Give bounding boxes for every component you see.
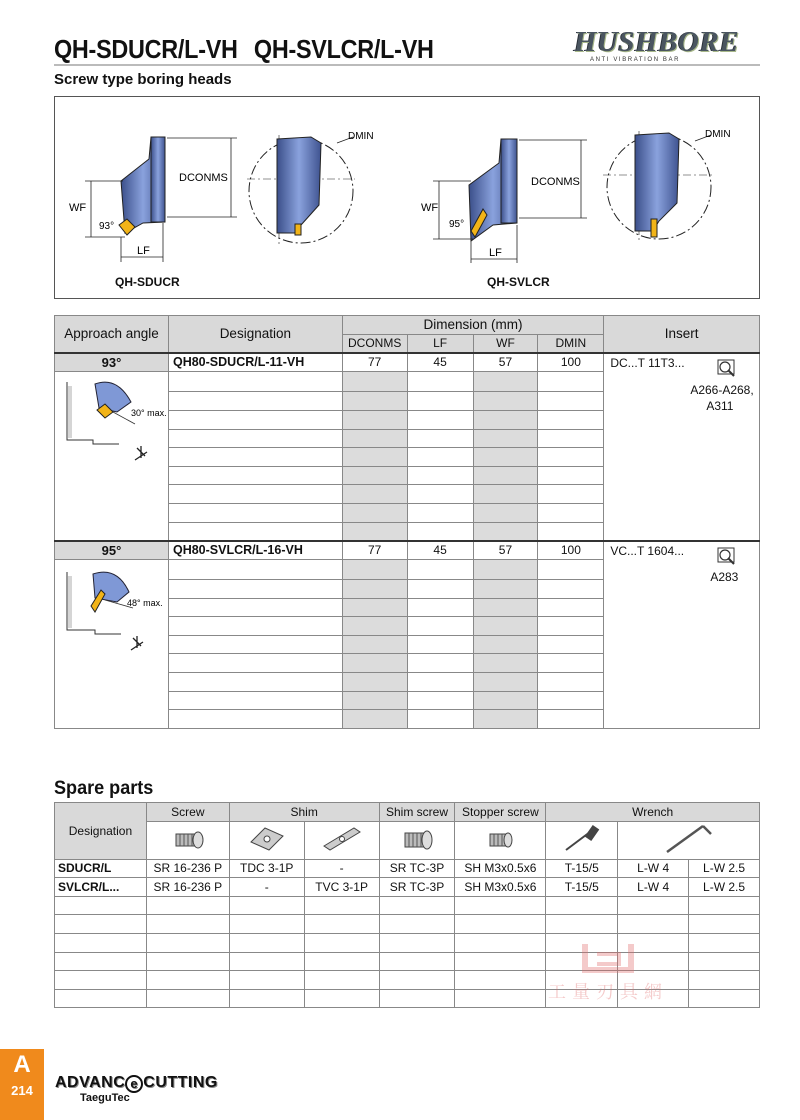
svlcr-cut-diagram-cell [55, 559, 169, 728]
spare-shim-a: - [229, 878, 304, 897]
svlcr-wf-label: WF [421, 202, 439, 214]
sducr-cut-diagram [55, 372, 167, 472]
sducr-dconms-label: DCONMS [179, 172, 228, 184]
svlcr-angle-label: 95° [449, 219, 465, 230]
svlcr-side-view [421, 139, 587, 263]
sducr-cut-diagram-cell [55, 371, 169, 540]
spare-header-wrench: Wrench [546, 803, 760, 822]
table-row [55, 896, 760, 915]
catalog-ref-line1[interactable]: A283 [710, 569, 739, 584]
section-tab [0, 1049, 44, 1120]
sducr-lf-label: LF [137, 245, 150, 257]
brand-pre: ADVANC [55, 1074, 126, 1091]
shim-diamond-icon [320, 824, 364, 854]
insert-cell-svlcr [604, 541, 760, 729]
logo-subtext: ANTI VIBRATION BAR [590, 57, 681, 63]
hex-wrench-icon [659, 822, 719, 856]
spare-header-screw: Screw [146, 803, 229, 822]
header-dmin: DMIN [538, 334, 604, 353]
spare-wrench-b: L-W 4 [618, 878, 689, 897]
screw-icon-cell [146, 821, 229, 859]
watermark [533, 938, 683, 1008]
spare-stopper: SH M3x0.5x6 [455, 878, 546, 897]
catalog-ref-line2[interactable]: A311 [706, 398, 734, 413]
insert-cell-sducr [604, 353, 760, 541]
spare-screw: SR 16-236 P [146, 878, 229, 897]
lf-value: 45 [407, 541, 473, 560]
lf-value: 45 [407, 353, 473, 372]
wf-value: 57 [473, 353, 538, 372]
spare-header-stopper-screw: Stopper screw [455, 803, 546, 822]
catalog-ref-sducr [690, 382, 753, 414]
spare-wrench-c: L-W 2.5 [689, 859, 760, 878]
torx-wrench-icon-cell [546, 821, 618, 859]
table-row [55, 353, 760, 372]
designation-svlcr: QH80-SVLCR/L-16-VH [168, 541, 342, 560]
page-title [54, 34, 434, 65]
header-lf: LF [407, 334, 473, 353]
table-row [55, 878, 760, 897]
wf-value: 57 [473, 541, 538, 560]
approach-angle-95: 95° [55, 541, 169, 560]
dimension-table-header [55, 316, 760, 335]
sducr-angle-label: 93° [99, 221, 115, 232]
svlcr-figure-label: QH-SVLCR [487, 275, 550, 289]
spare-header-row [55, 803, 760, 822]
page-subtitle: Screw type boring heads [54, 71, 232, 88]
figure-box [54, 96, 760, 299]
insert-code-sducr: DC...T 11T3... [610, 355, 685, 370]
spare-shim-screw: SR TC-3P [379, 859, 455, 878]
svlcr-end-view [603, 129, 731, 243]
designation-sducr: QH80-SDUCR/L-11-VH [168, 353, 342, 372]
sducr-max-note: 30° max. [131, 407, 167, 418]
spare-header-designation: Designation [55, 803, 147, 860]
dconms-value: 77 [342, 541, 407, 560]
svlcr-dmin-label: DMIN [705, 129, 731, 140]
svlcr-dconms-label: DCONMS [531, 176, 580, 188]
approach-angle-93: 93° [55, 353, 169, 372]
shim-screw-icon-cell [379, 821, 455, 859]
svlcr-max-note: 48° max. [127, 597, 163, 608]
section-letter: A [13, 1051, 31, 1078]
page-number: 214 [11, 1083, 33, 1098]
dimension-table [54, 315, 760, 729]
magnifier-catalog-icon [716, 358, 738, 380]
header-dconms: DCONMS [342, 334, 407, 353]
header-designation: Designation [168, 316, 342, 353]
spare-shim-b: - [304, 859, 379, 878]
spare-header-shim: Shim [229, 803, 379, 822]
shim-rhombus-icon [245, 824, 289, 854]
sducr-figure-label: QH-SDUCR [115, 275, 180, 289]
catalog-ref-line1[interactable]: A266-A268, [690, 382, 754, 397]
magnifier-catalog-icon [716, 546, 738, 568]
table-row [55, 859, 760, 878]
torx-wrench-icon [560, 822, 604, 856]
hex-wrench-icon-cell [618, 821, 760, 859]
spare-shim-screw: SR TC-3P [379, 878, 455, 897]
stopper-screw-icon-cell [455, 821, 546, 859]
header-insert: Insert [604, 316, 760, 353]
brand-e: e [125, 1075, 143, 1093]
advance-cutting-logo [55, 1074, 218, 1093]
dmin-value: 100 [538, 541, 604, 560]
spare-wrench-a: T-15/5 [546, 878, 618, 897]
spare-wrench-b: L-W 4 [618, 859, 689, 878]
spare-stopper: SH M3x0.5x6 [455, 859, 546, 878]
spare-icon-row [55, 821, 760, 859]
spare-shim-b: TVC 3-1P [304, 878, 379, 897]
sducr-dmin-label: DMIN [348, 131, 374, 142]
sducr-end-view [247, 131, 374, 247]
spare-parts-title: Spare parts [54, 778, 154, 799]
shim-vc-icon-cell [304, 821, 379, 859]
tool-diagrams [55, 97, 761, 300]
spare-designation: SDUCR/L [55, 859, 147, 878]
svlcr-lf-label: LF [489, 247, 502, 259]
brand-post: CUTTING [143, 1074, 218, 1091]
spare-header-shim-screw: Shim screw [379, 803, 455, 822]
title-svlcr: QH-SVLCR/L-VH [253, 34, 434, 64]
stopper-screw-icon [480, 824, 520, 854]
spare-wrench-a: T-15/5 [546, 859, 618, 878]
sducr-wf-label: WF [69, 202, 87, 214]
header-approach-angle: Approach angle [55, 316, 169, 353]
watermark-logo-icon [533, 938, 683, 978]
spare-designation: SVLCR/L... [55, 878, 147, 897]
table-row [55, 541, 760, 560]
insert-code-svlcr: VC...T 1604... [610, 543, 685, 558]
taegutec-label: TaeguTec [80, 1092, 130, 1104]
header-wf: WF [473, 334, 538, 353]
dmin-value: 100 [538, 353, 604, 372]
dconms-value: 77 [342, 353, 407, 372]
shim-dc-icon-cell [229, 821, 304, 859]
catalog-ref-svlcr [710, 570, 738, 584]
svlcr-cut-diagram [55, 560, 167, 660]
hushbore-logo [574, 26, 764, 66]
screw-icon [168, 824, 208, 854]
header-dimension: Dimension (mm) [342, 316, 604, 335]
title-sducr: QH-SDUCR/L-VH [54, 34, 238, 64]
sducr-side-view [69, 137, 237, 262]
watermark-text: 工量刃具網 [548, 982, 668, 1002]
spare-shim-a: TDC 3-1P [229, 859, 304, 878]
spare-screw: SR 16-236 P [146, 859, 229, 878]
logo-text: HUSHBORE [574, 26, 740, 58]
spare-wrench-c: L-W 2.5 [689, 878, 760, 897]
shim-screw-icon [397, 824, 437, 854]
table-row [55, 915, 760, 934]
